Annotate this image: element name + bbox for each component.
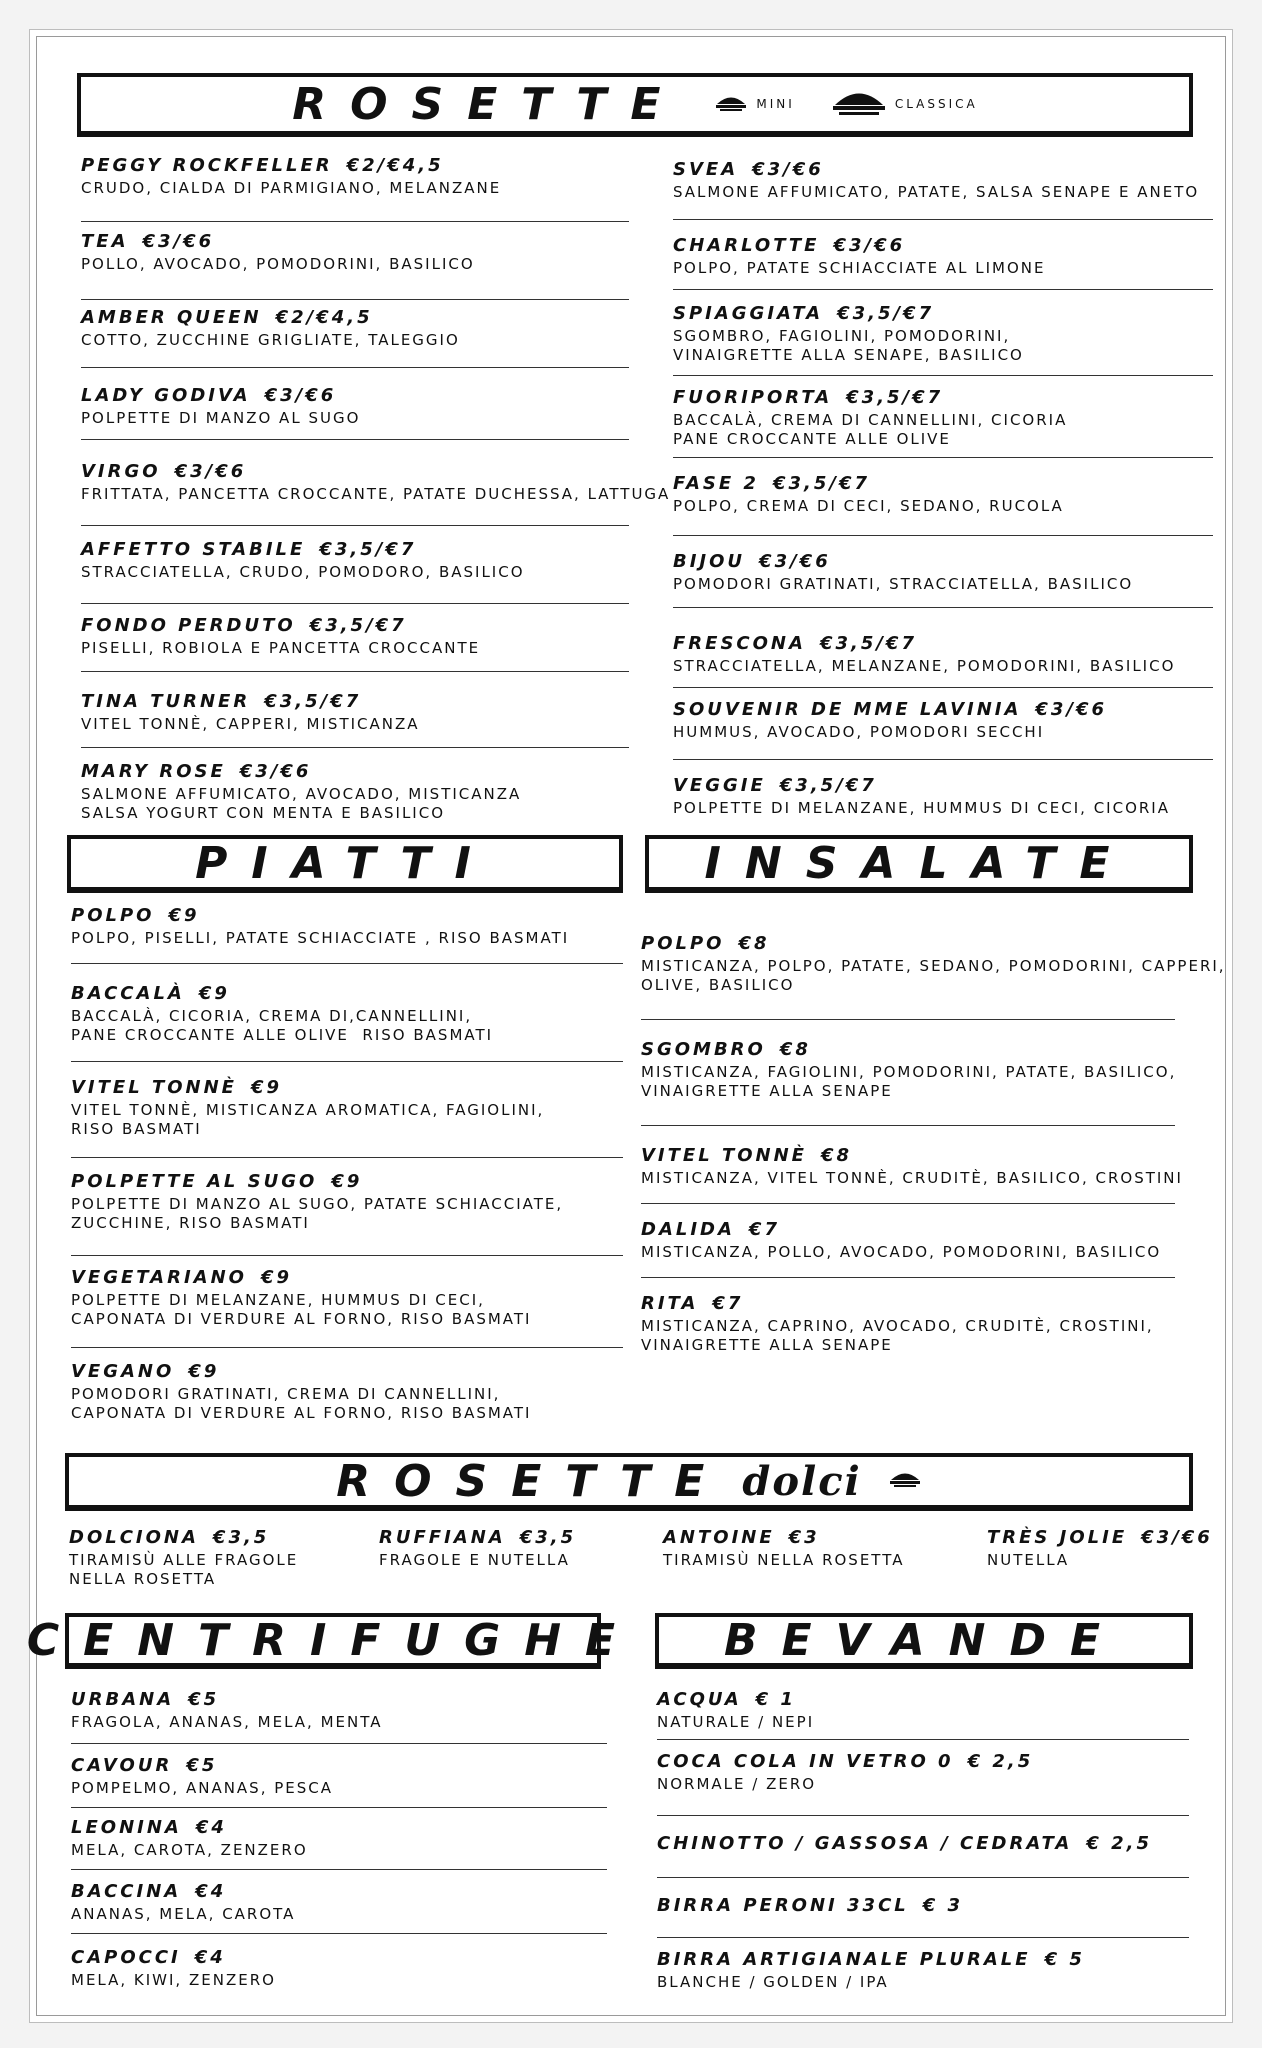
divider [71, 1347, 623, 1348]
divider [657, 1739, 1189, 1740]
item-name: FONDO PERDUTO [81, 615, 296, 636]
item-price: €3,5/€7 [846, 387, 944, 408]
rosette-title: ROSETTE [292, 78, 685, 130]
item-heading [657, 1895, 963, 1916]
item-heading [641, 1145, 1183, 1166]
item-name: BIJOU [673, 551, 746, 572]
menu-item [71, 1689, 382, 1732]
dolci-script-title: dolci [742, 1457, 862, 1505]
item-name: MARY ROSE [81, 761, 226, 782]
menu-item [663, 1527, 904, 1570]
menu-item [657, 1689, 814, 1732]
item-description: FRAGOLE E NUTELLA [379, 1551, 570, 1569]
item-name: VEGGIE [673, 775, 766, 796]
item-name: FRESCONA [673, 633, 806, 654]
item-heading [641, 1219, 1161, 1240]
item-price: € 1 [755, 1689, 796, 1710]
divider [641, 1203, 1175, 1204]
item-description: STRACCIATELLA, CRUDO, POMODORO, BASILICO [81, 563, 525, 581]
item-description: ANANAS, MELA, CAROTA [71, 1905, 296, 1923]
item-name: COCA COLA IN VETRO 0 [657, 1751, 954, 1772]
item-price: € 2,5 [1086, 1833, 1153, 1854]
menu-item [673, 235, 1045, 278]
item-heading [81, 761, 521, 782]
item-name: CAVOUR [71, 1755, 173, 1776]
piatti-header [67, 835, 623, 893]
item-price: €7 [712, 1293, 744, 1314]
item-price: €3,5/€7 [264, 691, 362, 712]
item-price: €4 [195, 1881, 227, 1902]
item-name: VITEL TONNÈ [641, 1145, 807, 1166]
item-description: SALMONE AFFUMICATO, AVOCADO, MISTICANZA SALSA YOGURT CON MENTA E BASILICO [81, 785, 522, 822]
divider [673, 687, 1213, 688]
item-price: €9 [198, 983, 230, 1004]
divider [641, 1277, 1175, 1278]
item-heading [71, 1817, 308, 1838]
menu-item [71, 1881, 295, 1924]
item-heading [673, 699, 1107, 720]
item-price: €4 [195, 1817, 227, 1838]
menu-item [657, 1895, 963, 1916]
bevande-header [655, 1613, 1193, 1669]
item-heading [71, 983, 493, 1004]
item-price: €2/€4,5 [275, 307, 373, 328]
menu-item [657, 1751, 1033, 1794]
item-heading [71, 1755, 333, 1776]
item-price: €3,5 [519, 1527, 577, 1548]
item-description: NORMALE / ZERO [657, 1775, 817, 1793]
item-price: €5 [188, 1689, 220, 1710]
item-name: ANTOINE [663, 1527, 775, 1548]
divider [673, 759, 1213, 760]
menu-item [673, 775, 1170, 818]
menu-item [81, 691, 420, 734]
item-name: SVEA [673, 159, 739, 180]
item-name: VEGANO [71, 1361, 175, 1382]
item-price: €3,5/€7 [319, 539, 417, 560]
item-heading [81, 539, 525, 560]
item-price: €3,5 [212, 1527, 270, 1548]
bowl-icon-large [831, 88, 887, 121]
item-description: HUMMUS, AVOCADO, POMODORI SECCHI [673, 723, 1045, 741]
bowl-icon-small [714, 93, 748, 116]
item-heading [69, 1527, 298, 1548]
divider [657, 1937, 1189, 1938]
item-heading [657, 1949, 1085, 1970]
legend-mini: MINI [756, 97, 795, 111]
item-heading [673, 775, 1170, 796]
menu-item [673, 303, 1024, 365]
item-name: CHARLOTTE [673, 235, 820, 256]
menu-page [26, 36, 1226, 2016]
item-heading [673, 303, 1024, 324]
item-description: VITEL TONNÈ, MISTICANZA AROMATICA, FAGIOLINI, RISO BASMATI [71, 1101, 545, 1138]
item-heading [71, 1267, 531, 1288]
divider [81, 671, 629, 672]
item-description: POLPETTE DI MELANZANE, HUMMUS DI CECI, CAPONATA DI VERDURE AL FORNO, RISO BASMATI [71, 1291, 532, 1328]
item-name: PEGGY ROCKFELLER [81, 155, 333, 176]
item-heading [673, 633, 1175, 654]
divider [657, 1877, 1189, 1878]
item-price: € 2,5 [967, 1751, 1034, 1772]
menu-item [657, 1949, 1085, 1992]
item-description: BACCALÀ, CICORIA, CREMA DI,CANNELLINI, PANE CROCCANTE ALLE OLIVE RISO BASMATI [71, 1007, 494, 1044]
item-description: COTTO, ZUCCHINE GRIGLIATE, TALEGGIO [81, 331, 460, 349]
menu-item [81, 761, 521, 823]
item-name: POLPO [641, 933, 725, 954]
divider [71, 1743, 607, 1744]
item-name: FASE 2 [673, 473, 759, 494]
item-heading [81, 307, 460, 328]
item-heading [81, 155, 501, 176]
item-description: POLPETTE DI MELANZANE, HUMMUS DI CECI, CICORIA [673, 799, 1170, 817]
item-name: LADY GODIVA [81, 385, 251, 406]
menu-item [673, 159, 1199, 202]
menu-item [71, 1077, 544, 1139]
item-price: €3,5/€7 [819, 633, 917, 654]
item-description: PISELLI, ROBIOLA E PANCETTA CROCCANTE [81, 639, 481, 657]
item-heading [663, 1527, 904, 1548]
menu-item [81, 231, 475, 274]
rosette-header [77, 73, 1193, 137]
divider [673, 607, 1213, 608]
item-price: €3/€6 [264, 385, 337, 406]
divider [673, 375, 1213, 376]
item-description: POMPELMO, ANANAS, PESCA [71, 1779, 334, 1797]
item-price: € 5 [1044, 1949, 1085, 1970]
item-description: POMODORI GRATINATI, CREMA DI CANNELLINI, CAPONATA DI VERDURE AL FORNO, RISO BASMATI [71, 1385, 532, 1422]
menu-item [81, 539, 525, 582]
divider [673, 535, 1213, 536]
menu-item [641, 1293, 1154, 1355]
item-price: €8 [779, 1039, 811, 1060]
menu-item [71, 1947, 276, 1990]
menu-item [71, 1361, 531, 1423]
item-price: €9 [331, 1171, 363, 1192]
item-price: €3,5/€7 [837, 303, 935, 324]
item-description: POLPO, PATATE SCHIACCIATE AL LIMONE [673, 259, 1046, 277]
item-heading [71, 905, 569, 926]
item-name: TEA [81, 231, 129, 252]
item-heading [657, 1833, 1152, 1854]
item-name: BACCALÀ [71, 983, 185, 1004]
item-description: STRACCIATELLA, MELANZANE, POMODORINI, BASILICO [673, 657, 1176, 675]
item-description: POLLO, AVOCADO, POMODORINI, BASILICO [81, 255, 475, 273]
item-price: €3/€6 [142, 231, 215, 252]
divider [71, 1807, 607, 1808]
menu-item [81, 307, 460, 350]
item-price: €3/€6 [759, 551, 831, 572]
item-heading [71, 1689, 382, 1710]
item-price: €8 [738, 933, 770, 954]
menu-item [71, 983, 493, 1045]
item-heading [673, 235, 1045, 256]
item-description: MISTICANZA, POLPO, PATATE, SEDANO, POMODORINI, CAPPERI, OLIVE, BASILICO [641, 957, 1226, 994]
item-description: CRUDO, CIALDA DI PARMIGIANO, MELANZANE [81, 179, 502, 197]
item-price: €3/€6 [239, 761, 312, 782]
item-heading [71, 1947, 276, 1968]
item-price: €3/€6 [1141, 1527, 1213, 1548]
item-heading [81, 385, 360, 406]
insalate-header [645, 835, 1193, 893]
item-name: AFFETTO STABILE [81, 539, 306, 560]
item-description: VITEL TONNÈ, CAPPERI, MISTICANZA [81, 715, 420, 733]
divider [81, 525, 629, 526]
item-description: POLPETTE DI MANZO AL SUGO [81, 409, 361, 427]
item-price: €9 [260, 1267, 293, 1288]
menu-item [641, 1039, 1176, 1101]
divider [71, 1933, 607, 1934]
item-name: VIRGO [81, 461, 161, 482]
item-description: TIRAMISÙ NELLA ROSETTA [663, 1551, 905, 1569]
item-heading [641, 1293, 1154, 1314]
bevande-title: BEVANDE [723, 1614, 1125, 1666]
item-price: €3 [788, 1527, 820, 1548]
item-description: MISTICANZA, POLLO, AVOCADO, POMODORINI, BASILICO [641, 1243, 1162, 1261]
item-heading [673, 387, 1067, 408]
item-description: SGOMBRO, FAGIOLINI, POMODORINI, VINAIGRETTE ALLA SENAPE, BASILICO [673, 327, 1024, 364]
item-heading [657, 1689, 814, 1710]
item-description: FRAGOLA, ANANAS, MELA, MENTA [71, 1713, 383, 1731]
piatti-title: PIATTI [195, 837, 495, 889]
item-heading [81, 615, 480, 636]
item-description: POLPETTE DI MANZO AL SUGO, PATATE SCHIACCIATE, ZUCCHINE, RISO BASMATI [71, 1195, 564, 1232]
item-heading [673, 159, 1199, 180]
menu-item [641, 1219, 1161, 1262]
item-heading [81, 461, 670, 482]
menu-item [71, 1171, 563, 1233]
item-price: €7 [748, 1219, 780, 1240]
divider [641, 1125, 1175, 1126]
item-price: €4 [194, 1947, 226, 1968]
menu-item [641, 933, 1226, 995]
divider [71, 1255, 623, 1256]
item-name: SOUVENIR DE MME LAVINIA [673, 699, 1022, 720]
divider [81, 747, 629, 748]
item-price: € 3 [922, 1895, 964, 1916]
item-price: €3/€6 [174, 461, 247, 482]
item-name: DALIDA [641, 1219, 735, 1240]
item-heading [81, 231, 475, 252]
item-price: €3,5/€7 [309, 615, 407, 636]
item-heading [81, 691, 420, 712]
item-name: VITEL TONNÈ [71, 1077, 237, 1098]
item-heading [641, 1039, 1176, 1060]
item-price: €9 [168, 905, 200, 926]
item-name: RITA [641, 1293, 699, 1314]
menu-item [379, 1527, 576, 1570]
divider [673, 457, 1213, 458]
item-name: POLPETTE AL SUGO [71, 1171, 318, 1192]
menu-item [71, 1267, 531, 1329]
menu-item [81, 385, 360, 428]
item-description: NUTELLA [987, 1551, 1070, 1569]
item-heading [71, 1171, 563, 1192]
menu-item [673, 551, 1133, 594]
item-heading [71, 1361, 531, 1382]
insalate-title: INSALATE [704, 837, 1134, 889]
dolci-title: ROSETTE [336, 1455, 729, 1507]
item-name: TRÈS JOLIE [987, 1527, 1128, 1548]
item-price: €9 [188, 1361, 220, 1382]
item-description: BLANCHE / GOLDEN / IPA [657, 1973, 889, 1991]
item-name: RUFFIANA [379, 1527, 506, 1548]
item-name: DOLCIONA [69, 1527, 199, 1548]
menu-item [71, 905, 569, 948]
divider [81, 439, 629, 440]
item-heading [641, 933, 1226, 954]
divider [81, 603, 629, 604]
item-name: FUORIPORTA [673, 387, 833, 408]
item-price: €3/€6 [752, 159, 824, 180]
item-heading [657, 1751, 1033, 1772]
item-description: BACCALÀ, CREMA DI CANNELLINI, CICORIA PANE CROCCANTE ALLE OLIVE [673, 411, 1068, 448]
divider [641, 1019, 1175, 1020]
item-heading [71, 1077, 544, 1098]
item-name: URBANA [71, 1689, 175, 1710]
centrifughe-title: CENTRIFUGHE [26, 1614, 640, 1666]
menu-item [81, 461, 670, 504]
menu-item [81, 615, 480, 658]
centrifughe-header [26, 1613, 640, 1669]
item-price: €3/€6 [1035, 699, 1108, 720]
item-heading [379, 1527, 576, 1548]
divider [71, 1061, 623, 1062]
item-name: ACQUA [657, 1689, 742, 1710]
item-name: BIRRA ARTIGIANALE PLURALE [657, 1949, 1031, 1970]
divider [673, 289, 1213, 290]
item-name: LEONINA [71, 1817, 182, 1838]
item-description: POMODORI GRATINATI, STRACCIATELLA, BASILICO [673, 575, 1134, 593]
item-description: MISTICANZA, VITEL TONNÈ, CRUDITÈ, BASILICO, CROSTINI [641, 1169, 1183, 1187]
item-heading [987, 1527, 1213, 1548]
menu-item [71, 1817, 308, 1860]
item-price: €3,5/€7 [779, 775, 877, 796]
bowl-icon-small [888, 1469, 922, 1493]
item-name: VEGETARIANO [71, 1267, 247, 1288]
divider [71, 963, 623, 964]
item-price: €8 [820, 1145, 853, 1166]
size-legend [714, 88, 977, 121]
divider [657, 1815, 1189, 1816]
item-price: €9 [250, 1077, 283, 1098]
item-name: TINA TURNER [81, 691, 251, 712]
divider [81, 367, 629, 368]
divider [71, 1869, 607, 1870]
legend-classica: CLASSICA [894, 97, 978, 111]
item-description: NATURALE / NEPI [657, 1713, 815, 1731]
item-name: CAPOCCI [71, 1947, 181, 1968]
divider [673, 219, 1213, 220]
item-name: BIRRA PERONI 33CL [657, 1895, 909, 1916]
item-name: SPIAGGIATA [673, 303, 824, 324]
menu-item [673, 699, 1107, 742]
item-price: €3,5/€7 [772, 473, 871, 494]
item-description: FRITTATA, PANCETTA CROCCANTE, PATATE DUCHESSA, LATTUGA [81, 485, 671, 503]
item-description: SALMONE AFFUMICATO, PATATE, SALSA SENAPE E ANETO [673, 183, 1200, 201]
item-price: €5 [186, 1755, 218, 1776]
menu-item [641, 1145, 1183, 1188]
item-name: SGOMBRO [641, 1039, 766, 1060]
divider [81, 221, 629, 222]
item-heading [71, 1881, 295, 1902]
item-description: MISTICANZA, FAGIOLINI, POMODORINI, PATATE, BASILICO, VINAIGRETTE ALLA SENAPE [641, 1063, 1177, 1100]
item-heading [673, 551, 1133, 572]
item-price: €3/€6 [833, 235, 906, 256]
menu-item [987, 1527, 1213, 1570]
item-description: POLPO, CREMA DI CECI, SEDANO, RUCOLA [673, 497, 1064, 515]
item-name: AMBER QUEEN [81, 307, 262, 328]
menu-item [81, 155, 501, 198]
menu-item [69, 1527, 298, 1589]
item-description: POLPO, PISELLI, PATATE SCHIACCIATE , RISO BASMATI [71, 929, 570, 947]
divider [71, 1157, 623, 1158]
item-name: CHINOTTO / GASSOSA / CEDRATA [657, 1833, 1073, 1854]
menu-item [673, 633, 1175, 676]
item-description: MELA, CAROTA, ZENZERO [71, 1841, 308, 1859]
menu-item [657, 1833, 1152, 1854]
item-name: BACCINA [71, 1881, 182, 1902]
item-price: €2/€4,5 [346, 155, 444, 176]
item-description: TIRAMISÙ ALLE FRAGOLE NELLA ROSETTA [69, 1551, 299, 1588]
menu-item [673, 387, 1067, 449]
menu-item [673, 473, 1064, 516]
item-heading [673, 473, 1064, 494]
item-description: MELA, KIWI, ZENZERO [71, 1971, 276, 1989]
item-description: MISTICANZA, CAPRINO, AVOCADO, CRUDITÈ, CROSTINI, VINAIGRETTE ALLA SENAPE [641, 1317, 1154, 1354]
divider [81, 299, 629, 300]
item-name: POLPO [71, 905, 155, 926]
menu-item [71, 1755, 333, 1798]
dolci-header [65, 1453, 1193, 1511]
